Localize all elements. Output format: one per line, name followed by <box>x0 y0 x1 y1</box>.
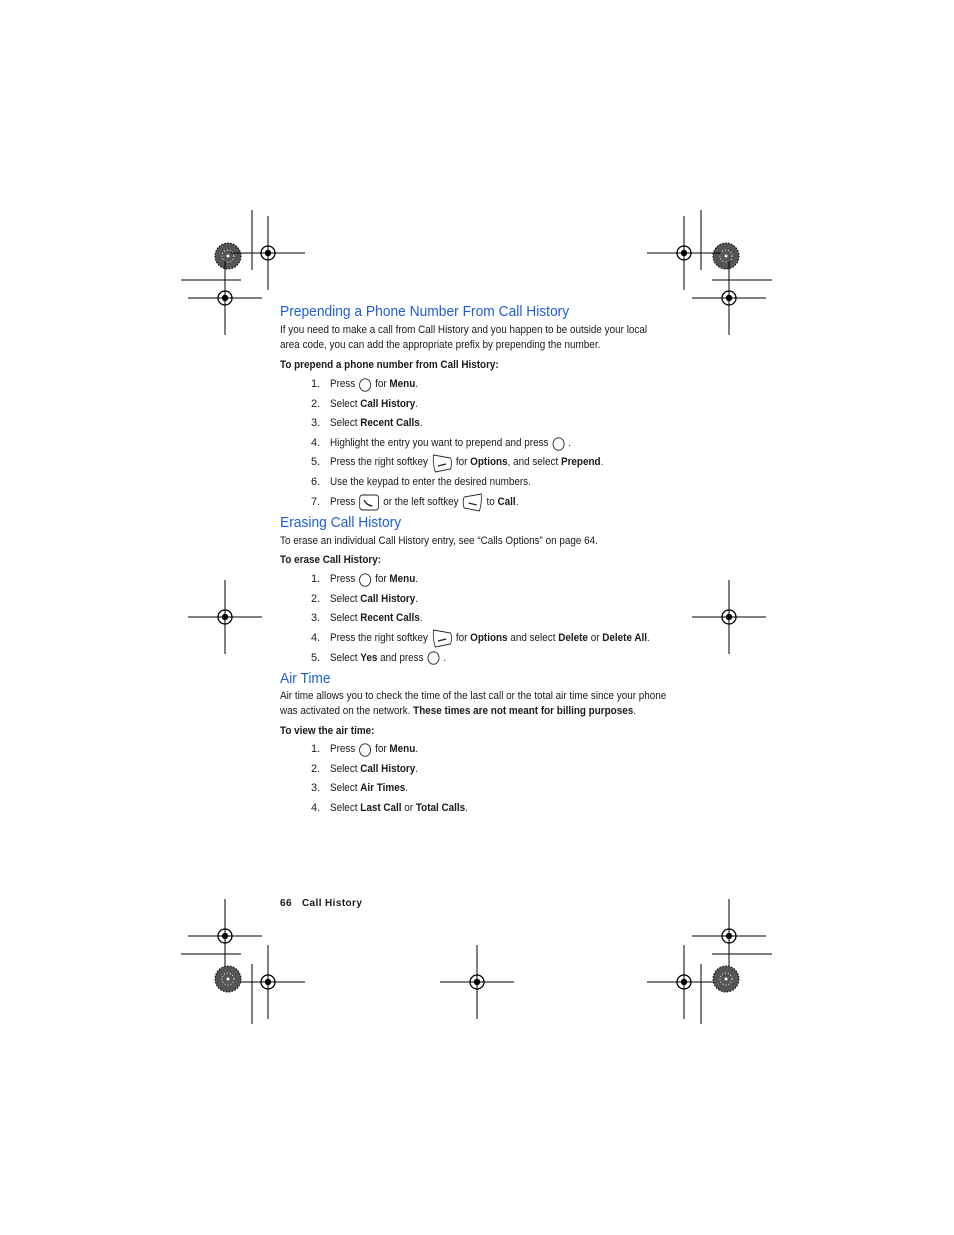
ok-key-icon <box>552 437 565 451</box>
list-item: 6. Use the keypad to enter the desired numbers. <box>311 475 531 488</box>
list-item: 5. Press the right softkey for Options , and select Prepend . <box>280 453 680 473</box>
list-item: 3. Select Recent Calls . <box>311 417 423 430</box>
registration-star-mark <box>215 966 241 992</box>
section-heading-prepend: Prepending a Phone Number From Call History <box>280 303 570 320</box>
ok-key-icon <box>359 573 372 587</box>
section-intro: To erase an individual Call History entry, see “Calls Options” on page 64. <box>280 535 598 548</box>
list-item: 2. Select Call History . <box>311 762 419 775</box>
section-heading-erase: Erasing Call History <box>280 514 402 532</box>
list-item: 2. Select Call History . <box>311 592 419 605</box>
section-intro: Air time allows you to check the time of the last call or the total air time since your phone was activated on the network. These times are not meant for billing purposes. <box>280 690 667 718</box>
procedure-title: To view the air time: <box>280 725 375 738</box>
ok-key-icon <box>427 651 440 665</box>
list-item: 4. Highlight the entry you want to prepend and press . <box>311 436 572 449</box>
step-list <box>280 375 680 512</box>
list-item: 3. Select Recent Calls . <box>311 612 423 625</box>
step-list <box>280 740 680 818</box>
list-item: 1. Press for Menu . <box>311 743 419 756</box>
ok-key-icon <box>359 743 372 757</box>
list-item: 4. Press the right softkey for Options and select Delete or Delete All . <box>280 629 680 649</box>
registration-star-mark <box>713 966 739 992</box>
ok-key-icon <box>359 378 372 392</box>
list-item: 1. Press for Menu . <box>311 573 419 586</box>
right-softkey-icon <box>432 453 453 474</box>
list-item: 7. Press or the left softkey to Call . <box>280 493 680 513</box>
list-item: 4. Select Last Call or Total Calls . <box>311 801 468 814</box>
list-item: 1. Press for Menu . <box>311 378 419 390</box>
left-softkey-icon <box>462 492 483 513</box>
step-list <box>280 570 680 668</box>
section-intro: If you need to make a call from Call History and you happen to be outside your local area code, you can add the appropriate prefix by prepending the number. <box>280 324 648 351</box>
send-key-icon <box>359 493 380 512</box>
section-heading-air-time: Air Time <box>280 670 331 688</box>
registration-star-mark <box>215 243 241 269</box>
chapter-title: Call History <box>301 898 363 909</box>
list-item: 3. Select Air Times . <box>311 782 408 795</box>
page-content <box>280 303 680 819</box>
list-item: 5. Select Yes and press . <box>311 651 447 664</box>
procedure-title: To prepend a phone number from Call History: <box>280 359 499 371</box>
page-number: 66 <box>280 898 292 909</box>
registration-star-mark <box>713 243 739 269</box>
page-footer <box>280 898 372 909</box>
list-item: 2. Select Call History . <box>311 397 419 410</box>
right-softkey-icon <box>432 628 453 649</box>
procedure-title: To erase Call History: <box>280 554 382 567</box>
